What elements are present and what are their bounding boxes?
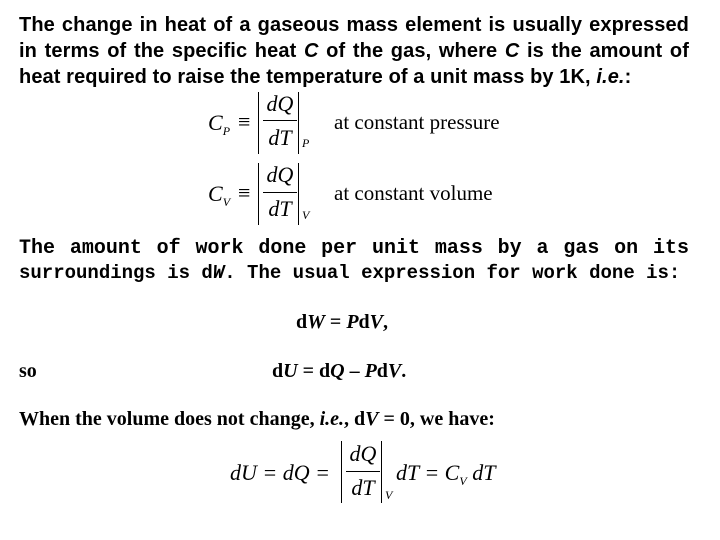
ie-abbrev: i.e. xyxy=(596,66,625,88)
v-subscript: V xyxy=(459,474,467,488)
cp-denominator: dT xyxy=(268,125,292,150)
text: = 0, we have: xyxy=(378,408,495,430)
evaluation-bar xyxy=(298,92,299,154)
d: d xyxy=(358,311,370,333)
u: U xyxy=(283,360,298,382)
p: P xyxy=(364,360,377,382)
p: P xyxy=(346,311,359,333)
equals-d: = d xyxy=(297,360,331,382)
fraction-left-bar xyxy=(258,92,259,154)
cv-numerator: dQ xyxy=(266,162,294,187)
equiv-sign: ≡ xyxy=(238,180,251,205)
text: , d xyxy=(344,408,366,430)
final-lhs xyxy=(230,460,330,486)
fraction-left-bar xyxy=(258,163,259,225)
period: . xyxy=(401,360,407,382)
minus: – xyxy=(344,360,365,382)
v-subscript: V xyxy=(222,195,231,209)
final-numerator: dQ xyxy=(349,441,377,466)
symbol-w: W xyxy=(212,262,225,284)
symbol-c: C xyxy=(504,40,520,62)
text: . The usual expression for work done is: xyxy=(224,262,681,284)
dt: dT xyxy=(466,460,496,485)
cv-symbol xyxy=(208,181,230,207)
para2-line2 xyxy=(19,262,689,285)
cv-label: at constant volume xyxy=(334,181,493,205)
final-denominator: dT xyxy=(351,475,375,500)
cv-fraction-bar xyxy=(263,192,297,193)
cp-numerator: dQ xyxy=(266,91,294,116)
evaluation-bar xyxy=(381,441,382,503)
v: V xyxy=(387,360,402,382)
v: V xyxy=(369,311,384,333)
fraction-left-bar xyxy=(341,441,342,503)
q: Q xyxy=(330,360,345,382)
para2-line1: The amount of work done per unit mass by a gas on its xyxy=(19,237,689,260)
para3 xyxy=(19,408,495,431)
symbol-c: C xyxy=(303,40,319,62)
energy-equation xyxy=(272,360,406,383)
comma: , xyxy=(383,311,389,333)
text: surroundings is d xyxy=(19,262,213,284)
para1-line3 xyxy=(19,66,689,89)
du-equals-dq: dU = dQ = xyxy=(230,460,330,485)
d: d xyxy=(376,360,388,382)
text: in terms of the specific heat xyxy=(19,40,304,62)
cp-label: at constant pressure xyxy=(334,110,500,134)
d: d xyxy=(296,311,308,333)
cp-fraction-bar xyxy=(263,120,297,121)
equals: = xyxy=(324,311,347,333)
text: is the amount of xyxy=(519,40,689,62)
w: W xyxy=(307,311,325,333)
text: : xyxy=(624,66,632,88)
so-label: so xyxy=(19,360,37,382)
final-rhs xyxy=(396,460,495,486)
c-letter: C xyxy=(208,181,223,206)
equiv-sign: ≡ xyxy=(238,109,251,134)
cv-denominator: dT xyxy=(268,196,292,221)
ie-abbrev: i.e. xyxy=(319,408,345,430)
c-letter: C xyxy=(208,110,223,135)
text: of the gas, where xyxy=(318,40,505,62)
cp-symbol xyxy=(208,110,230,136)
dt-equals-c: dT = C xyxy=(396,460,460,485)
evaluation-bar xyxy=(298,163,299,225)
para1-line2 xyxy=(19,40,689,63)
d: d xyxy=(272,360,284,382)
text: When the volume does not change, xyxy=(19,408,320,430)
final-bar-subscript: V xyxy=(385,488,393,502)
para1-line1: The change in heat of a gaseous mass element is usually expressed xyxy=(19,14,689,36)
cp-bar-subscript: P xyxy=(302,136,310,150)
p-subscript: P xyxy=(222,124,231,138)
final-fraction-bar xyxy=(346,471,380,472)
text: heat required to raise the temperature of a unit mass by 1K, xyxy=(19,66,597,88)
symbol-v: V xyxy=(365,408,379,430)
work-equation xyxy=(296,311,388,334)
cv-bar-subscript: V xyxy=(302,208,310,222)
